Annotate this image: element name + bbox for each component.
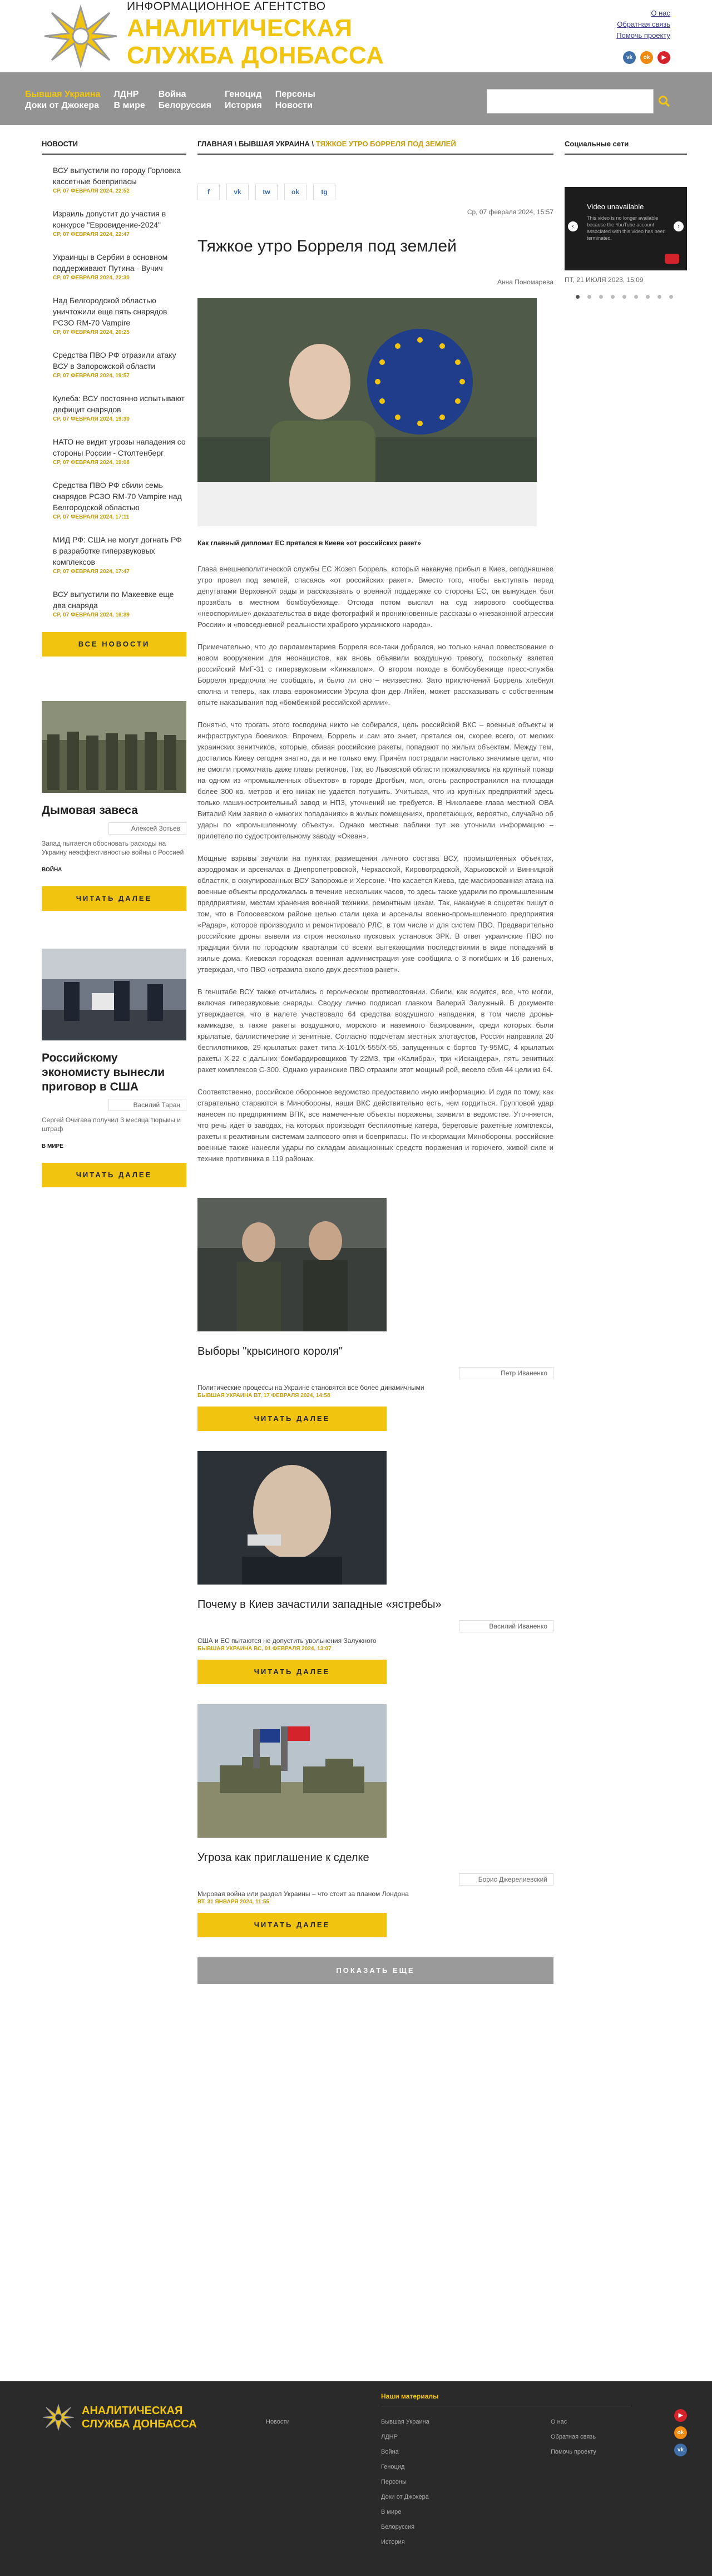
related-author: Василий Иваненко	[459, 1620, 553, 1632]
nav-war[interactable]: Война	[158, 90, 186, 99]
read-more-button[interactable]: ЧИТАТЬ ДАЛЕЕ	[197, 1913, 387, 1937]
article-paragraph: Мощные взрывы звучали на пунктах размещения личного состава ВСУ, промышленных объектах, аэродромах и арсеналах в Днепропетровской, Черкасской, Кировоградской, Харьковской и Винницкой областях, в оккупированных ВСУ Запорожье и Херсоне. Что касается Киева, где массированная атака на военные объекты продолжалась в течение нескольких часов, то здесь также ударили по промышленным предприятиям, местам хранения военной техники, ремонтным цехам. Так, накануне в соцсетях пишут о том, что в Голосеевском районе целью стали цеха и арсеналы военно-промышленного предприятия «Радар», которое производило и ремонтировало РЛС, в том числе и для систем ПВО. Предварительно российские дроны вывели из строя несколько пусковых установок ЗРК. В ответ украинские ПВО по традиции били по городским кварталам со всеми вытекающими последствиями в виде попаданий в жилые дома. Киевская городская военная администрация уже сообщила о 3 погибших и 16 раненых, утверждая, что ПВО «отразила около двух десятков ракет».	[197, 854, 553, 974]
list-item[interactable]: Израиль допустит до участия в конкурсе "Евровидение-2024" СР, 07 ФЕВРАЛЯ 2024, 22:47	[53, 209, 166, 238]
left-sidebar	[42, 125, 186, 1187]
breadcrumb-home[interactable]: ГЛАВНАЯ	[197, 140, 233, 148]
news-section-title: НОВОСТИ	[42, 140, 186, 155]
footer-link[interactable]: Обратная связь	[551, 2434, 596, 2440]
article-author[interactable]: Анна Пономарева	[497, 278, 553, 286]
carousel-dot[interactable]	[657, 295, 661, 299]
next-arrow-icon[interactable]: ›	[674, 221, 684, 231]
image-caption: Как главный дипломат ЕС прятался в Киеве «от российских ракет»	[197, 539, 421, 547]
read-more-button[interactable]: ЧИТАТЬ ДАЛЕЕ	[197, 1407, 387, 1431]
footer-socials	[674, 2409, 687, 2456]
breadcrumb-current: ТЯЖКОЕ УТРО БОРРЕЛЯ ПОД ЗЕМЛЕЙ	[315, 140, 456, 148]
side-article-author: Алексей Зотьев	[108, 822, 186, 835]
footer-link[interactable]: Война	[381, 2449, 399, 2455]
side-article-image[interactable]	[42, 701, 186, 793]
list-item[interactable]: НАТО не видит угрозы нападения со стороны России - Столтенберг СР, 07 ФЕВРАЛЯ 2024, 19:08	[53, 437, 186, 466]
related-author: Петр Иваненко	[459, 1367, 553, 1379]
footer-col-info	[551, 2415, 596, 2460]
footer	[0, 2381, 712, 2576]
footer-link[interactable]: Новости	[266, 2419, 290, 2425]
carousel-dot[interactable]	[599, 295, 603, 299]
side-article-tag[interactable]: В МИРЕ	[42, 1143, 63, 1149]
top-links	[616, 8, 670, 41]
footer-link[interactable]: Доки от Джокера	[381, 2494, 429, 2500]
side-article-card	[42, 949, 186, 1187]
carousel-dot[interactable]	[622, 295, 626, 299]
nav-history[interactable]: История	[224, 101, 262, 110]
carousel-dot[interactable]	[669, 295, 673, 299]
feedback-link[interactable]: Обратная связь	[617, 20, 670, 28]
breadcrumb: ГЛАВНАЯ \ БЫВШАЯ УКРАИНА \ ТЯЖКОЕ УТРО БОРРЕЛЯ ПОД ЗЕМЛЕЙ	[197, 140, 553, 155]
list-item[interactable]: Кулеба: ВСУ постоянно испытывают дефицит снарядов СР, 07 ФЕВРАЛЯ 2024, 19:30	[53, 394, 185, 422]
prev-arrow-icon[interactable]: ‹	[568, 221, 578, 231]
related-title[interactable]: Угроза как приглашение к сделке	[197, 1852, 369, 1864]
footer-link[interactable]: В мире	[381, 2509, 402, 2515]
video-player[interactable]	[565, 187, 687, 270]
show-more-button[interactable]: ПОКАЗАТЬ ЕЩЕ	[197, 1957, 553, 1984]
related-image[interactable]	[197, 1451, 387, 1585]
logo-emblem-icon	[42, 4, 120, 68]
related-author: Борис Джерелиевский	[459, 1873, 553, 1886]
related-desc: Политические процессы на Украине становятся все более динамичными	[197, 1384, 424, 1391]
all-news-button[interactable]: ВСЕ НОВОСТИ	[42, 632, 186, 657]
side-article-desc: Сергей Очигава получил 3 месяца тюрьмы и штраф	[42, 1116, 181, 1133]
youtube-icon[interactable]: ▶	[674, 2409, 687, 2422]
related-date: БЫВШАЯ УКРАИНА ВС, 01 ФЕВРАЛЯ 2024, 13:07	[197, 1646, 332, 1652]
side-article-image[interactable]	[42, 949, 186, 1040]
list-item[interactable]: МИД РФ: США не могут догнать РФ в разработке гиперзвуковых комплексов СР, 07 ФЕВРАЛЯ 2024, 17:47	[53, 535, 182, 575]
youtube-icon[interactable]: ▶	[657, 51, 670, 64]
side-article-card	[42, 701, 186, 911]
header	[0, 0, 712, 72]
carousel-dot[interactable]	[576, 295, 580, 299]
breadcrumb-section[interactable]: БЫВШАЯ УКРАИНА	[238, 140, 310, 148]
socials-section-title: Социальные сети	[565, 140, 687, 155]
list-item[interactable]: Средства ПВО РФ сбили семь снарядов РСЗО RM-70 Vampire над Белгородской областью СР, 07 ФЕВРАЛЯ 2024, 17:11	[53, 481, 182, 520]
list-item[interactable]: ВСУ выпустили по Макеевке еще два снаряда СР, 07 ФЕВРАЛЯ 2024, 16:39	[53, 590, 174, 618]
side-article-author: Василий Таран	[108, 1099, 186, 1111]
ok-icon[interactable]: ok	[674, 2426, 687, 2439]
related-card	[197, 1451, 553, 1684]
list-item[interactable]: Украинцы в Сербии в основном поддерживают Путина - Вучич СР, 07 ФЕВРАЛЯ 2024, 22:30	[53, 253, 168, 281]
side-article-desc: Запад пытается обосновать расходы на Украину неэффективностью войны с Россией	[42, 840, 184, 856]
footer-link[interactable]: Бывшая Украина	[381, 2419, 429, 2425]
article-paragraph: В генштабе ВСУ также отчитались о героическом противостоянии. Сбили, как водится, все, что могли, включая гиперзвуковые снаряды. Сводку лично подписал главком Валерий Залужный. В документе утверждается, что в налете участвовало 64 средства воздушного нападения, в том числе дроны-камикадзе, а также ракеты воздушного, морского и наземного базирования, среди которых были крылатые, баллистические и зенитные. Согласно подсчетам местных злотаустов, Россия направила 20 беспилотников, 29 крылатых ракет типа Х-101/Х-555/Х-55, запущенных с бортов Ту-95МС, 4 крылатых ракеты Х-22 с дальних бомбардировщиков Ту-22М3, три «Калибра», три «Искандера», пять зенитных ракет комплексов С-300. Однако украинские ПВО отразили этот мощный рой, весело сбив 44 цели из 64.	[197, 988, 553, 1074]
side-article-tag[interactable]: ВОЙНА	[42, 867, 62, 873]
read-more-button[interactable]: ЧИТАТЬ ДАЛЕЕ	[42, 1163, 186, 1187]
footer-link[interactable]: Персоны	[381, 2479, 407, 2485]
related-date: ВТ, 31 ЯНВАРЯ 2024, 11:55	[197, 1899, 269, 1905]
nav-belarus[interactable]: Белоруссия	[158, 101, 211, 110]
carousel-dot[interactable]	[611, 295, 615, 299]
share-buttons	[197, 184, 553, 200]
twitter-share-icon[interactable]: tw	[255, 184, 278, 200]
related-desc: США и ЕС пытаются не допустить увольнения Залужного	[197, 1637, 377, 1645]
video-subtitle: This video is no longer available because the YouTube account associated with this video has been terminated.	[587, 215, 666, 241]
article-date: Ср, 07 февраля 2024, 15:57	[467, 208, 553, 216]
search-icon[interactable]	[658, 95, 670, 107]
news-list	[42, 165, 186, 620]
footer-logo[interactable]: АНАЛИТИЧЕСКАЯ СЛУЖБА ДОНБАССА	[42, 2404, 197, 2431]
carousel-dot[interactable]	[646, 295, 650, 299]
search-input[interactable]	[487, 89, 654, 113]
right-sidebar	[565, 125, 687, 299]
page-title: Тяжкое утро Борреля под землей	[197, 237, 457, 255]
footer-col-sections	[381, 2415, 429, 2550]
facebook-share-icon[interactable]: f	[197, 184, 220, 200]
footer-link[interactable]: ЛДНР	[381, 2434, 398, 2440]
nav-ex-ukraine[interactable]: Бывшая Украина	[25, 90, 101, 99]
telegram-share-icon[interactable]: tg	[313, 184, 335, 200]
related-date: БЫВШАЯ УКРАИНА ВТ, 17 ФЕВРАЛЯ 2024, 14:58	[197, 1393, 330, 1399]
related-card	[197, 1704, 553, 1937]
related-image[interactable]	[197, 1198, 387, 1331]
nav-joker-docs[interactable]: Доки от Джокера	[25, 101, 100, 110]
read-more-button[interactable]: ЧИТАТЬ ДАЛЕЕ	[42, 886, 186, 911]
carousel-dot[interactable]	[587, 295, 591, 299]
video-title: Video unavailable	[587, 203, 644, 211]
footer-link[interactable]: История	[381, 2539, 405, 2545]
list-item[interactable]: ВСУ выпустили по городу Горловка кассетные боеприпасы СР, 07 ФЕВРАЛЯ 2024, 22:52	[53, 166, 181, 194]
logo-emblem-icon	[42, 2404, 75, 2431]
footer-materials-title: Наши материалы	[381, 2392, 631, 2406]
carousel-dot[interactable]	[634, 295, 638, 299]
about-link[interactable]: О нас	[651, 9, 670, 17]
video-date: ПТ, 21 ИЮЛЯ 2023, 15:09	[565, 276, 644, 284]
vk-icon[interactable]: vk	[674, 2444, 687, 2456]
footer-link[interactable]: О нас	[551, 2419, 567, 2425]
nav-news[interactable]: Новости	[275, 101, 313, 110]
nav-ldnr[interactable]: ЛДНР	[113, 90, 139, 99]
site-logo[interactable]	[42, 0, 387, 72]
related-image[interactable]	[197, 1704, 387, 1838]
vk-share-icon[interactable]: vk	[226, 184, 249, 200]
ok-share-icon[interactable]: ok	[284, 184, 306, 200]
related-title[interactable]: Почему в Киев зачастили западные «ястребы»	[197, 1598, 442, 1611]
article-paragraph: Понятно, что трогать этого господина никто не собирался, цель российской ВКС – военные объекты и инфраструктура боевиков. Впрочем, Боррель и сам это знает, прятался он, скорее всего, от мелких украинских зенитчиков, которые, сбивая российские ракеты, попадают по жилым объектам. Между тем, достались Киеву сегодня знатно, да и не только ему. Причём пострадали настолько значимые цели, что не смогли промолчать даже главы регионов. Так, во Львовской области пожаловались на крупный пожар на одном из «промышленных объектов» в городе Дрогбыч, мол, огонь распространился на площади более 300 кв. метров и его никак не удается потушить. Учитывая, что из крупных предприятий здесь только машиностроительный завод и НПЗ, уточнений не требуется. В Николаеве глава местной ОВА Виталий Ким заявил о «многих попаданиях» в жилых помещениях, пролетающих, вероятно, случайно об удары по «промышленному объекту». Однако местные паблики тут же уточнили информацию – прилетело по судостроительному заводу «Океан».	[197, 721, 553, 840]
ok-icon[interactable]: ok	[640, 51, 653, 64]
header-socials	[623, 51, 670, 64]
donate-link[interactable]: Помочь проекту	[616, 31, 670, 40]
related-card	[197, 1198, 553, 1431]
footer-link[interactable]: Геноцид	[381, 2464, 405, 2470]
read-more-button[interactable]: ЧИТАТЬ ДАЛЕЕ	[197, 1660, 387, 1684]
vk-icon[interactable]: vk	[623, 51, 636, 64]
related-title[interactable]: Выборы "крысиного короля"	[197, 1345, 343, 1358]
article-body	[197, 564, 553, 1164]
article	[197, 125, 553, 1984]
side-article-title[interactable]: Дымовая завеса	[42, 804, 138, 817]
list-item[interactable]: Средства ПВО РФ отразили атаку ВСУ в Запорожской области СР, 07 ФЕВРАЛЯ 2024, 19:57	[53, 351, 176, 379]
agency-label: ИНФОРМАЦИОННОЕ АГЕНТСТВО	[127, 0, 326, 13]
nav-genocide[interactable]: Геноцид	[224, 90, 262, 99]
footer-materials	[381, 2392, 631, 2406]
article-paragraph: Примечательно, что до парламентариев Борреля все-таки добрался, но только начал повествование о новом вооружении для неонацистов, как вновь объявили воздушную тревогу, поскольку взлетел российский МиГ-31 с гиперзвуковым «Кинжалом». О втором походе в бомбоубежище пресс-служба Борреля предпочла не сообщать, и было ли оно – неизвестно. Зато приключений Боррель хлебнул сполна и теперь, как глава еврокомиссии Урсула фон дер Ляйен, может рассказывать с собственным опыте наказывания под «бомбежкой российской армии».	[197, 643, 553, 707]
site-title: АНАЛИТИЧЕСКАЯ СЛУЖБА ДОНБАССА	[127, 14, 384, 69]
side-article-title[interactable]: Российскому экономисту вынесли приговор в США	[42, 1052, 165, 1093]
article-paragraph: Соответственно, российское оборонное ведомство предоставило иную информацию. И судя по тому, как старательно стараются в Минобороны, наши ВКС действительно есть, чем гордиться. Групповой удар нанесен по предприятиям ВПК, все намеченные объекты поражены, заявили в ведомстве. Уточняется, что речь идет о заводах, на которых производят беспилотные катера, береговые ракетные комплексы, ракеты к реактивным системам залпового огня и боеприпасы. По информации Минобороны, российские военные также нанесли удары по складам авиационных средств поражения и горючего, живой силе и технике противника в 119 районах.	[197, 1088, 553, 1163]
related-desc: Мировая война или раздел Украины – что стоит за планом Лондона	[197, 1890, 409, 1898]
youtube-icon	[665, 254, 679, 264]
main-navigation	[0, 72, 712, 125]
footer-col-news	[266, 2415, 290, 2430]
nav-world[interactable]: В мире	[113, 101, 145, 110]
article-paragraph: Глава внешнеполитической службы ЕС Жозеп Боррель, который накануне прибыл в Киев, сегодняшнее утро провел под землей, спасаясь «от российских ракет». Вместо того, чтобы выступать перед депутатами Верховной рады и рассказывать о военной поддержке со стороны ЕС, он вынужден был прозябать в местном бомбоубежище. Отсюда потом выслал на суд жирового сообщества «неоспоримые» доказательства в виде фотографий и проникновенные рассказы о «незаконной агрессии России» и «повседневной реальности храброго украинского народа».	[197, 565, 553, 629]
related-articles	[197, 1198, 553, 1984]
footer-link[interactable]: Белоруссия	[381, 2524, 415, 2530]
nav-persons[interactable]: Персоны	[275, 90, 315, 99]
footer-link[interactable]: Помочь проекту	[551, 2449, 596, 2455]
list-item[interactable]: Над Белгородской областью уничтожили еще пять снарядов РСЗО RM-70 Vampire СР, 07 ФЕВРАЛЯ 2024, 20:25	[53, 296, 167, 335]
carousel-dots	[565, 295, 687, 299]
article-main-image	[197, 298, 537, 526]
